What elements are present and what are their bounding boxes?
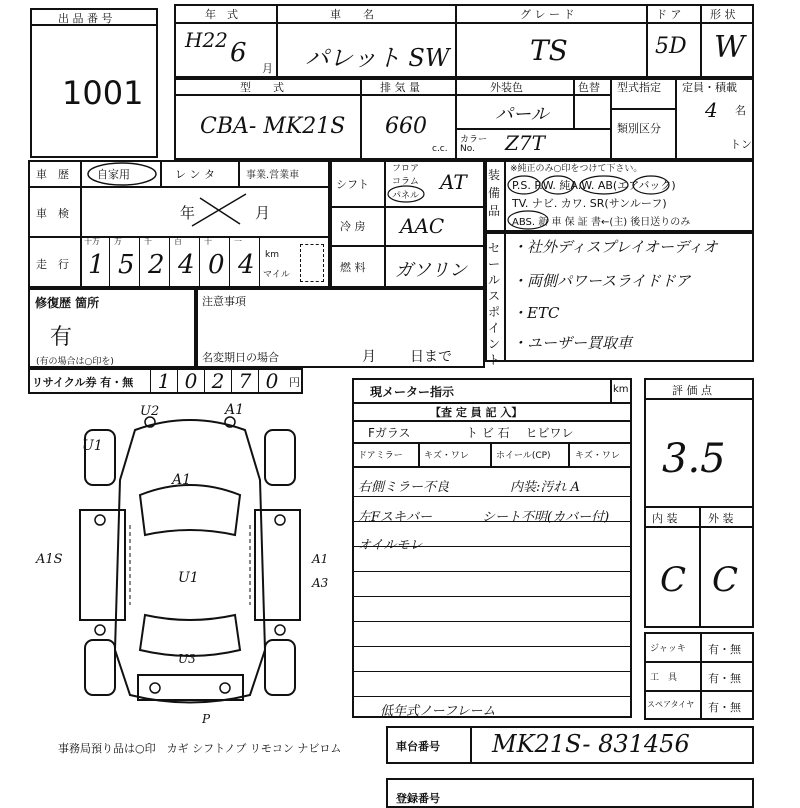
mileage-unit-label: 十万 <box>84 237 100 246</box>
note-rule <box>352 671 632 672</box>
bottom-note: 事務局預り品は○印 カギ シフトノブ リモコン ナビロム <box>58 742 342 755</box>
mileage-unit-label: 十 <box>204 237 212 246</box>
grade-value: TS <box>530 34 568 67</box>
note-rule <box>352 696 632 697</box>
meter-unit: km <box>613 384 629 395</box>
capacity-value: 4 <box>705 98 718 122</box>
shape-value: W <box>714 30 745 65</box>
mileage-unit-label: 一 <box>234 237 242 246</box>
glass-label: Fガラス <box>368 426 411 440</box>
mileage-digit-cell <box>140 236 170 288</box>
month-unit: 月 <box>262 62 273 75</box>
color-label: 外装色 <box>490 81 523 94</box>
notices-day: 日まで <box>410 349 452 365</box>
interior-value: C <box>660 560 687 600</box>
recycle-digit: 1 <box>150 368 177 394</box>
inspector-note-5: オイルモレ <box>358 538 423 553</box>
mileage-digit: 4 <box>178 250 195 280</box>
inspector-note-4: シート不明(カバー付) <box>482 510 610 525</box>
inspection-label: 車 検 <box>36 207 69 220</box>
history-label: 車 歴 <box>36 168 69 181</box>
car-name: パレット SW <box>305 44 450 72</box>
ac-value: AAC <box>400 214 445 238</box>
jack-opt: 有・無 <box>708 643 741 656</box>
mileage-km: km <box>265 250 279 260</box>
model-value: CBA- MK21S <box>200 114 346 139</box>
equipment-line3: ABS. 新 車 保 証 書←(主) 後日送りのみ <box>512 217 691 228</box>
recycle-label: リサイクル券 有・無 <box>32 376 134 389</box>
shift-label: シフト <box>336 178 369 191</box>
mileage-unit-label: 千 <box>144 237 152 246</box>
name-label: 車 名 <box>330 8 374 21</box>
mileage-checkbox <box>300 244 324 282</box>
chassis-label: 車台番号 <box>396 740 440 753</box>
type-spec-label: 型式指定 <box>617 81 661 94</box>
wheel-label: ホイール(CP) <box>496 451 551 461</box>
inspection-year: 年 <box>180 204 196 222</box>
recycle-digit: 2 <box>204 368 231 394</box>
color-code-label: カラー No. <box>460 135 488 154</box>
mark-a1-top: A1 <box>225 402 245 418</box>
fuel-label: 燃 料 <box>340 261 366 274</box>
capacity-label: 定員・積載 <box>682 81 737 94</box>
sales-point-1: ・社外ディスプレイオーディオ <box>512 238 718 256</box>
mileage-digit: 0 <box>208 250 225 280</box>
mark-u1-left: U1 <box>82 438 103 454</box>
grade-value: 3.5 <box>662 436 726 482</box>
month-value: 6 <box>230 38 247 68</box>
tool-opt: 有・無 <box>708 672 741 685</box>
shift-column: コラム <box>392 177 419 187</box>
mileage-digit: 2 <box>148 250 165 280</box>
equipment-line1: P.S. P.W. 純A.W. AB(エアバック) <box>512 179 676 192</box>
shift-floor: フロア <box>392 164 420 174</box>
note-rule <box>352 596 632 597</box>
car-diagram <box>30 400 350 730</box>
spare-opt: 有・無 <box>708 701 741 714</box>
own-circle <box>86 161 160 187</box>
door-value: 5D <box>655 34 687 59</box>
mirror-label: ドアミラー <box>358 451 403 461</box>
registration-box <box>386 778 754 808</box>
year-label: 年 式 <box>205 8 238 21</box>
inspection-cross <box>190 190 250 230</box>
registration-label: 登録番号 <box>396 792 440 805</box>
door-label: ド ア <box>656 8 682 21</box>
shift-value: AT <box>440 170 467 194</box>
mileage-mile: マイル <box>263 270 290 280</box>
tool-label: 工 具 <box>650 673 678 683</box>
sales-point-3: ・ETC <box>512 304 560 322</box>
inspector-note-3: 左Fスキバー <box>358 510 433 525</box>
note-rule <box>352 621 632 622</box>
jack-label: ジャッキ <box>650 644 686 654</box>
history-business: 事業.営業車 <box>246 170 300 181</box>
repair-label: 修復歴 箇所 <box>35 296 100 310</box>
meter-label: 現メーター指示 <box>370 385 455 399</box>
inspector-note-1: 右側ミラー不良 <box>358 480 450 495</box>
recycle-digit: 7 <box>231 368 258 394</box>
mileage-label: 走 行 <box>36 258 69 271</box>
recycle-digit: 0 <box>177 368 204 394</box>
inspector-title: 【査 定 員 記 入】 <box>430 406 523 419</box>
equipment-circles <box>506 172 686 232</box>
exterior-value: C <box>712 560 739 600</box>
equipment-line2: TV. ナビ. カワ. SR(サンルーフ) <box>512 197 667 210</box>
capacity-unit: 名 <box>735 104 746 117</box>
mileage-digit-cell <box>170 236 200 288</box>
shape-label: 形 状 <box>710 8 736 21</box>
exterior-label: 外 装 <box>708 512 734 525</box>
lot-number: 1001 <box>62 74 144 112</box>
load-unit: トン <box>730 138 752 151</box>
ac-label: 冷 房 <box>340 220 366 233</box>
mark-u1-roof: U1 <box>178 570 199 586</box>
sales-side-label: セールスポイント <box>488 241 501 367</box>
inspection-month: 月 <box>255 204 271 222</box>
repair-note: (有の場合は○印を) <box>36 357 114 367</box>
mark-a1-hood: A1 <box>172 472 192 488</box>
inspector-note-2: 内装:汚れ A <box>510 480 580 495</box>
fuel-value: ガソリン <box>395 260 467 281</box>
mileage-unit-label: 万 <box>114 237 122 246</box>
panel-circle <box>386 184 426 204</box>
history-own: 自家用 <box>97 168 130 181</box>
note-rule <box>352 571 632 572</box>
year-value: H22 <box>185 28 228 52</box>
notices-plate-label: 名変期日の場合 <box>202 351 279 364</box>
mark-u3: U3 <box>178 652 196 666</box>
mark-a1-right: A1 <box>312 552 329 566</box>
mileage-digit: 5 <box>118 250 135 280</box>
grade-label: グ レ ー ド <box>520 8 575 21</box>
equipment-side-label: 装備品 <box>488 168 501 218</box>
wheel-options: キズ・ワレ <box>575 451 620 461</box>
color-value: パール <box>495 104 549 125</box>
mileage-unit-label: 百 <box>174 237 182 246</box>
disp-value: 660 <box>385 114 427 139</box>
notices-month: 月 <box>362 349 376 365</box>
class-label: 類別区分 <box>617 122 661 135</box>
inspector-footer-note: 低年式ノーフレーム <box>380 704 496 719</box>
spare-label: スペアタイヤ <box>647 700 695 709</box>
model-label: 型 式 <box>240 81 284 94</box>
notices-label: 注意事項 <box>202 295 246 308</box>
mark-a1s: A1S <box>36 552 63 567</box>
recycle-digit: 0 <box>258 368 285 394</box>
grade-label: 評 価 点 <box>672 384 712 397</box>
color-change-label: 色替 <box>578 81 600 94</box>
sales-point-2: ・両側パワースライドドア <box>512 272 691 290</box>
mileage-digit: 1 <box>88 250 105 280</box>
disp-unit: c.c. <box>432 144 448 154</box>
shift-panel: パネル <box>392 191 420 201</box>
glass-options: ト ビ 石 ヒビワレ <box>466 426 574 440</box>
chassis-value: MK21S- 831456 <box>492 730 690 758</box>
lot-label: 出 品 番 号 <box>58 12 113 25</box>
history-rental: レ ン タ <box>175 168 215 181</box>
mark-a3: A3 <box>312 576 329 590</box>
note-rule <box>352 496 632 497</box>
note-rule <box>352 646 632 647</box>
mileage-digit-cell <box>200 236 230 288</box>
mark-u2: U2 <box>140 404 160 419</box>
equipment-note: ※純正のみ○印をつけて下さい。 <box>510 164 643 174</box>
mark-p: P <box>202 712 211 726</box>
mileage-digit-cell <box>230 236 260 288</box>
color-code-value: Z7T <box>505 131 545 155</box>
mileage-digit-cell <box>80 236 110 288</box>
interior-label: 内 装 <box>652 512 678 525</box>
recycle-unit: 円 <box>289 376 300 389</box>
repair-value: 有 <box>50 325 73 350</box>
mileage-digit-cell <box>110 236 140 288</box>
mileage-digit: 4 <box>238 250 255 280</box>
mirror-options: キズ・ワレ <box>424 451 469 461</box>
disp-label: 排 気 量 <box>380 81 420 94</box>
sales-point-4: ・ユーザー買取車 <box>512 334 633 352</box>
